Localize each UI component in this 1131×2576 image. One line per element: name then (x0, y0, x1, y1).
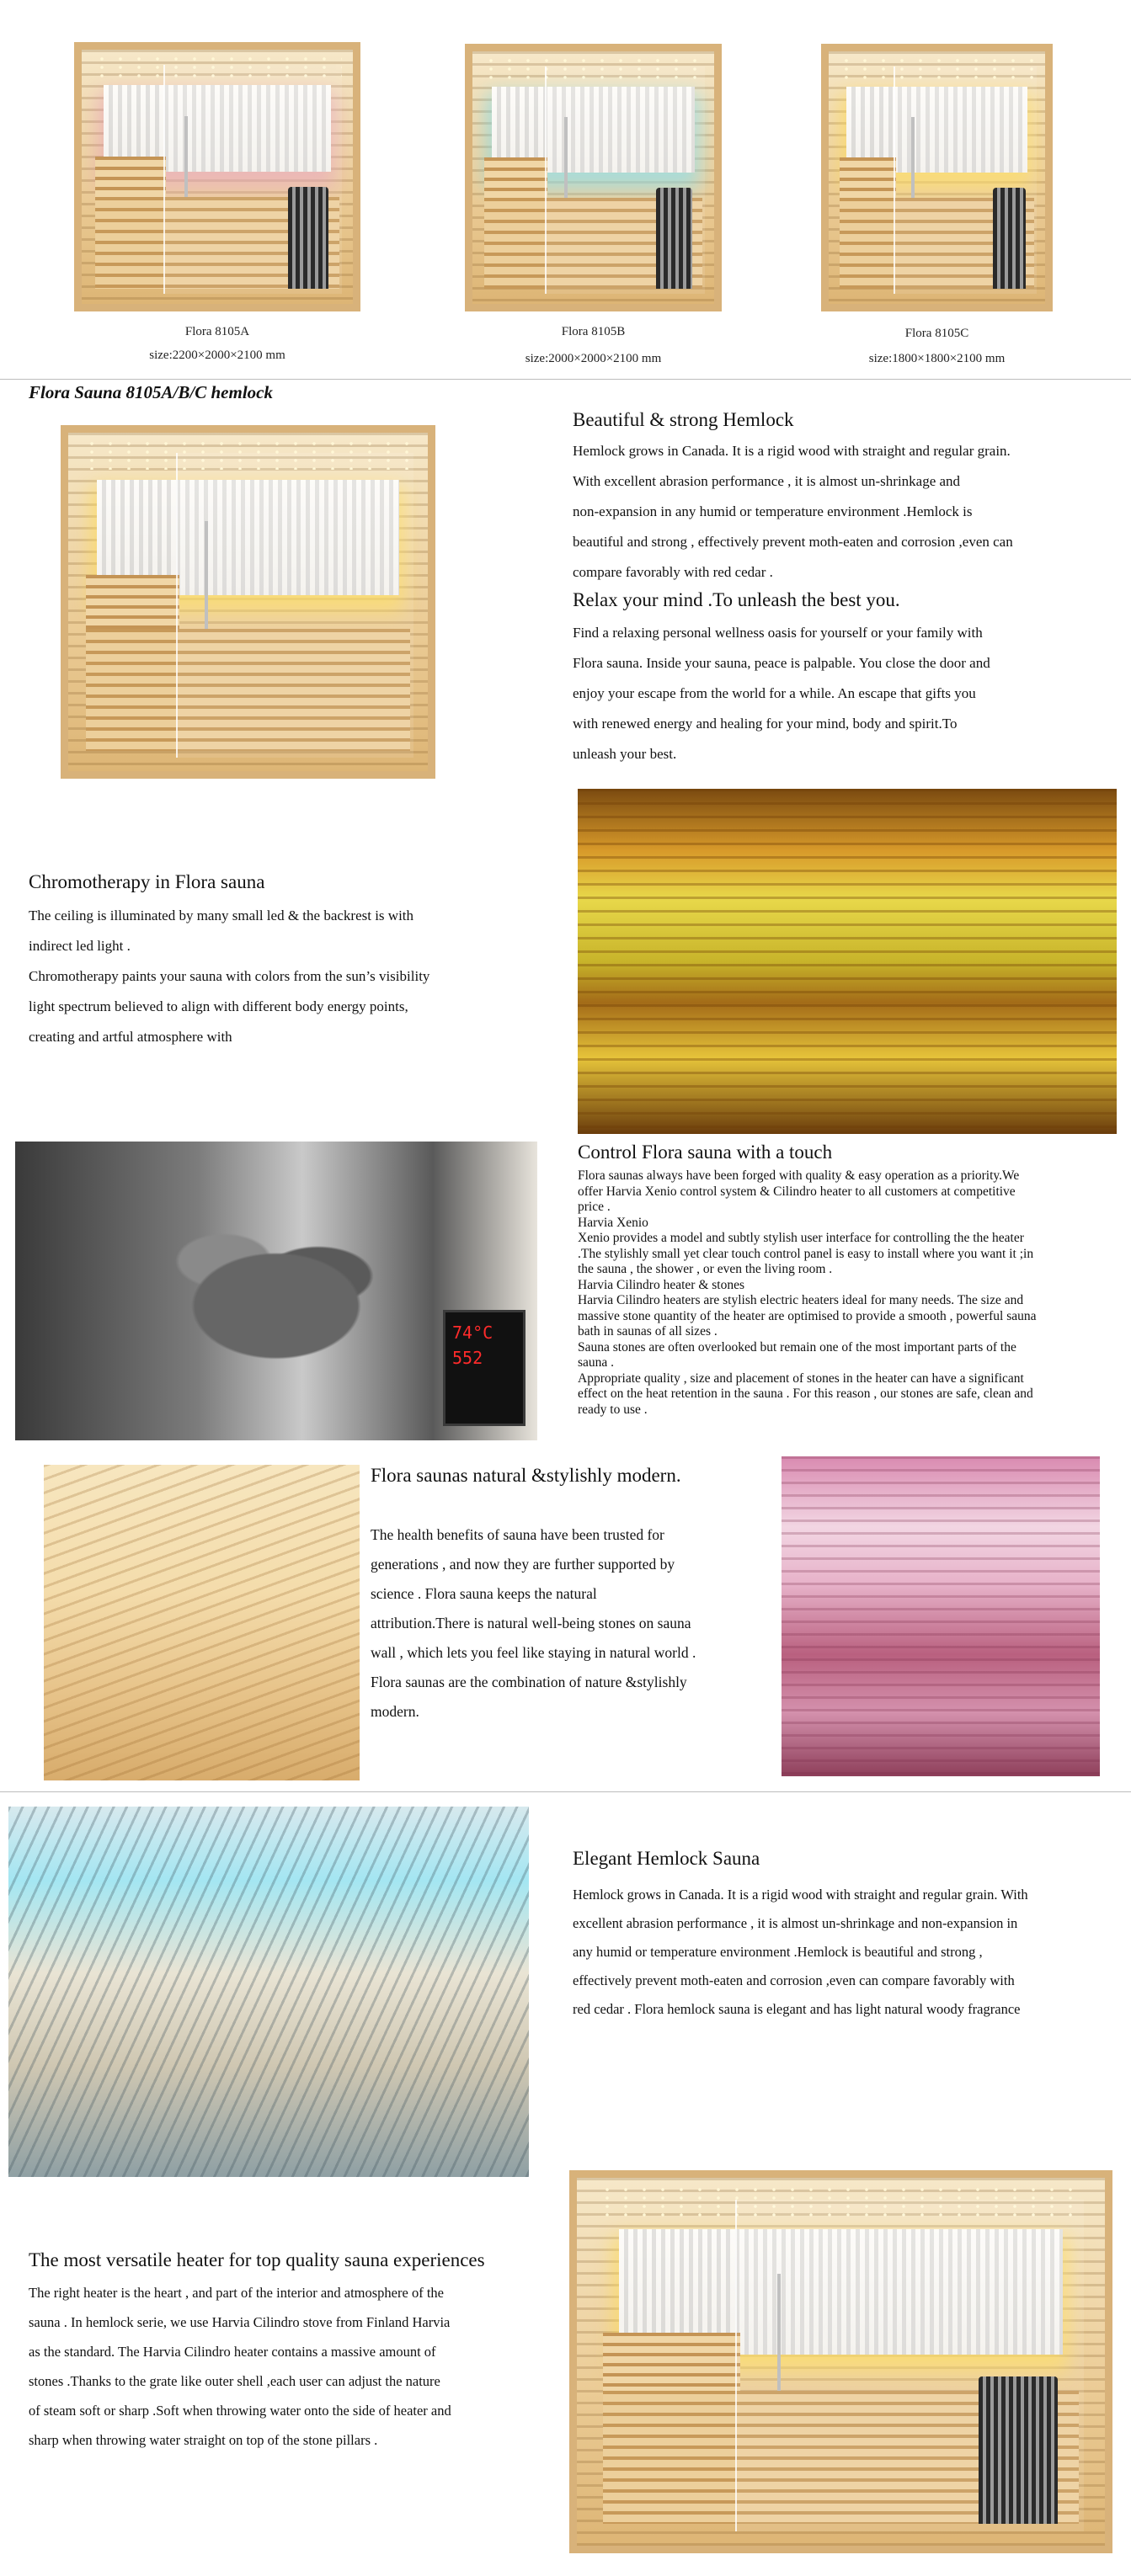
control-heading: Control Flora sauna with a touch (578, 1142, 833, 1163)
angled-sauna-image (569, 2170, 1112, 2553)
product-image-8105a (74, 42, 360, 311)
product-image-8105c (821, 44, 1053, 311)
corner-bench-image (44, 1465, 360, 1780)
elegant-text: Hemlock grows in Canada. It is a rigid wood with straight and regular grain. With excellent abrasion performance , it is almost un-shrinkage and non-expansion in any humid or temperature environment .Hemlock is beautiful and strong , effectively prevent moth-eaten and corrosion ,even can compare favorably with red cedar . Flora hemlock sauna is elegant and has light natural woody fragrance (573, 1887, 1028, 2017)
heater-stones-image (15, 1142, 537, 1440)
product-size-8105b: size:2000×2000×2100 mm (525, 352, 662, 365)
divider-middle (0, 1791, 1131, 1792)
product-name-8105a: Flora 8105A (184, 325, 250, 338)
product-size-8105c: size:1800×1800×2100 mm (868, 352, 1006, 365)
hemlock-heading: Beautiful & strong Hemlock (573, 409, 794, 430)
display-temperature: 74°C (452, 1323, 493, 1343)
pink-sauna-image (782, 1456, 1100, 1776)
product-name-8105c: Flora 8105C (904, 327, 969, 340)
natural-text: The health benefits of sauna have been trusted for generations , and now they are further supported by science . Flora sauna keeps the natural attribution.There is natural well-being stones on sauna wall , which lets you feel like staying in natural world . Flora saunas are the combination of nature &stylishly modern. (371, 1526, 696, 1720)
blue-sauna-image (8, 1807, 529, 2177)
divider-top (0, 379, 1131, 380)
elegant-heading: Elegant Hemlock Sauna (573, 1848, 760, 1869)
sauna-8105-image (61, 425, 435, 779)
product-image-8105b (465, 44, 722, 311)
display-time: 552 (452, 1348, 483, 1368)
heater-heading: The most versatile heater for top quality sauna experiences (29, 2249, 485, 2270)
natural-heading: Flora saunas natural &stylishly modern. (371, 1465, 681, 1486)
relax-heading: Relax your mind .To unleash the best you. (573, 589, 900, 610)
heater-text: The right heater is the heart , and part of the interior and atmosphere of the sauna . In hemlock serie, we use Harvia Cilindro stove from Finland Harvia as the standard. The Harvia Cilindro heater contains a massive amount of stones .Thanks to the grate like outer shell ,each user can adjust the nature of steam soft or sharp .Soft when throwing water onto the side of heater and sharp when throwing water straight on top of the stone pillars . (29, 2285, 451, 2448)
chromo-text: The ceiling is illuminated by many small led & the backrest is with indirect led light . Chromotherapy paints your sauna with colors from the sun’s visibility light spectrum believed to align with different body energy points, creating and artful atmosphere with (29, 907, 430, 1045)
hemlock-text: Hemlock grows in Canada. It is a rigid wood with straight and regular grain. With excellent abrasion performance , it is almost un-shrinkage and non-expansion in any humid or temperature environment .Hemlock is beautiful and strong , effectively prevent moth-eaten and corrosion ,even can compare favorably with red cedar . (573, 443, 1013, 580)
control-text: Flora saunas always have been forged with quality & easy operation as a priority.We offer Harvia Xenio control system & Cilindro heater to all customers at competitive price . Harvia Xenio Xenio provides a model and subtly stylish user interface for controlling the the heater .The stylishly small yet clear touch control panel is easy to install where you want it ;in the sauna , the shower , or even the living room . Harvia Cilindro heater & stones Harvia Cilindro heaters are stylish electric heaters ideal for many needs. The size and massive stone quantity of the heater are optimised to provide a smooth , powerful sauna bath in saunas of all sizes . Sauna stones are often overlooked but remain one of the most important parts of the sauna . Appropriate quality , size and placement of stones in the heater can have a significant effect on the heat retention in the sauna . For this reason , our stones are safe, clean and ready to use . (578, 1168, 1037, 1417)
chromo-heading: Chromotherapy in Flora sauna (29, 871, 265, 892)
product-name-8105b: Flora 8105B (561, 325, 626, 338)
relax-text: Find a relaxing personal wellness oasis for yourself or your family with Flora sauna. Inside your sauna, peace is palpable. You close the door and enjoy your escape from the world for a while. An escape that gifts you with renewed energy and healing for your mind, body and spirit.To unleash your best. (573, 625, 990, 762)
product-size-8105a: size:2200×2000×2100 mm (149, 349, 285, 362)
chromotherapy-image (578, 789, 1117, 1134)
series-title: Flora Sauna 8105A/B/C hemlock (29, 382, 273, 402)
